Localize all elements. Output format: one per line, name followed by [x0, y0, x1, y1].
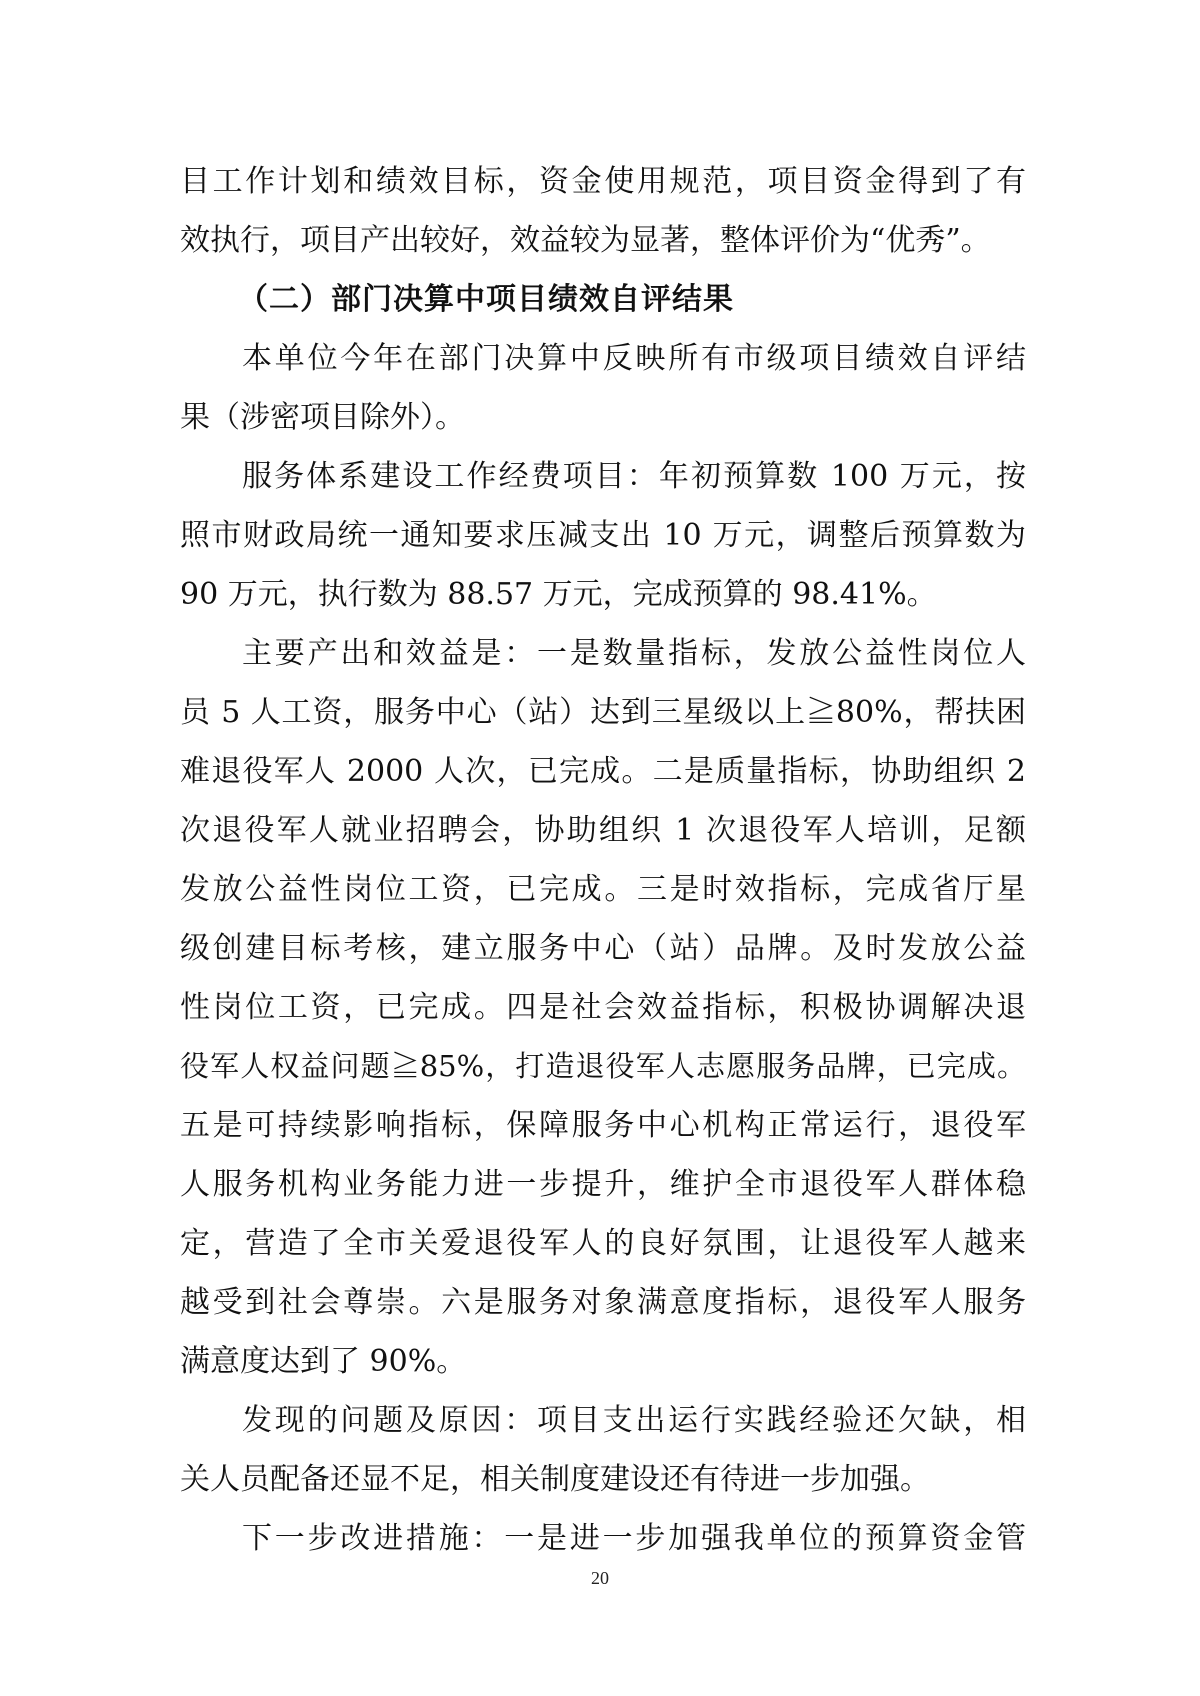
paragraph-start-line: 服务体系建设工作经费项目：年初预算数 100 万元，按 — [242, 459, 1026, 494]
paragraph-start-line: 本单位今年在部门决算中反映所有市级项目绩效自评结 — [242, 341, 1026, 376]
text-line: 难退役军人 2000 人次，已完成。二是质量指标，协助组织 2 — [180, 754, 1026, 789]
text-line: 目工作计划和绩效目标，资金使用规范，项目资金得到了有 — [180, 164, 1026, 199]
text-line: 满意度达到了 90%。 — [180, 1344, 467, 1379]
text-line: 定，营造了全市关爱退役军人的良好氛围，让退役军人越来 — [180, 1226, 1026, 1261]
paragraph-start-line: 下一步改进措施：一是进一步加强我单位的预算资金管 — [242, 1521, 1026, 1556]
text-line: 五是可持续影响指标，保障服务中心机构正常运行，退役军 — [180, 1108, 1026, 1143]
text-line: 次退役军人就业招聘会，协助组织 1 次退役军人培训，足额 — [180, 813, 1026, 848]
document-body — [180, 152, 1026, 1568]
text-line: 越受到社会尊崇。六是服务对象满意度指标，退役军人服务 — [180, 1285, 1026, 1320]
text-line: 发放公益性岗位工资，已完成。三是时效指标，完成省厅星 — [180, 872, 1026, 907]
text-line: 役军人权益问题≧85%，打造退役军人志愿服务品牌，已完成。 — [180, 1049, 1026, 1083]
text-line: 效执行，项目产出较好，效益较为显著，整体评价为“优秀”。 — [180, 223, 991, 258]
paragraph-start-line: 主要产出和效益是：一是数量指标，发放公益性岗位人 — [242, 636, 1026, 671]
text-line: 关人员配备还显不足，相关制度建设还有待进一步加强。 — [180, 1462, 930, 1497]
text-line: 果（涉密项目除外）。 — [180, 400, 465, 435]
text-line: 员 5 人工资，服务中心（站）达到三星级以上≧80%，帮扶困 — [180, 695, 1026, 730]
page-number: 20 — [591, 1568, 609, 1588]
text-line: 级创建目标考核，建立服务中心（站）品牌。及时发放公益 — [180, 931, 1026, 966]
paragraph-start-line: 发现的问题及原因：项目支出运行实践经验还欠缺，相 — [242, 1403, 1026, 1438]
text-line: 照市财政局统一通知要求压减支出 10 万元，调整后预算数为 — [180, 518, 1026, 553]
section-heading: （二）部门决算中项目绩效自评结果 — [238, 282, 734, 317]
text-line: 性岗位工资，已完成。四是社会效益指标，积极协调解决退 — [180, 990, 1026, 1025]
text-line: 人服务机构业务能力进一步提升，维护全市退役军人群体稳 — [180, 1167, 1026, 1202]
text-line: 90 万元，执行数为 88.57 万元，完成预算的 98.41%。 — [180, 577, 937, 612]
